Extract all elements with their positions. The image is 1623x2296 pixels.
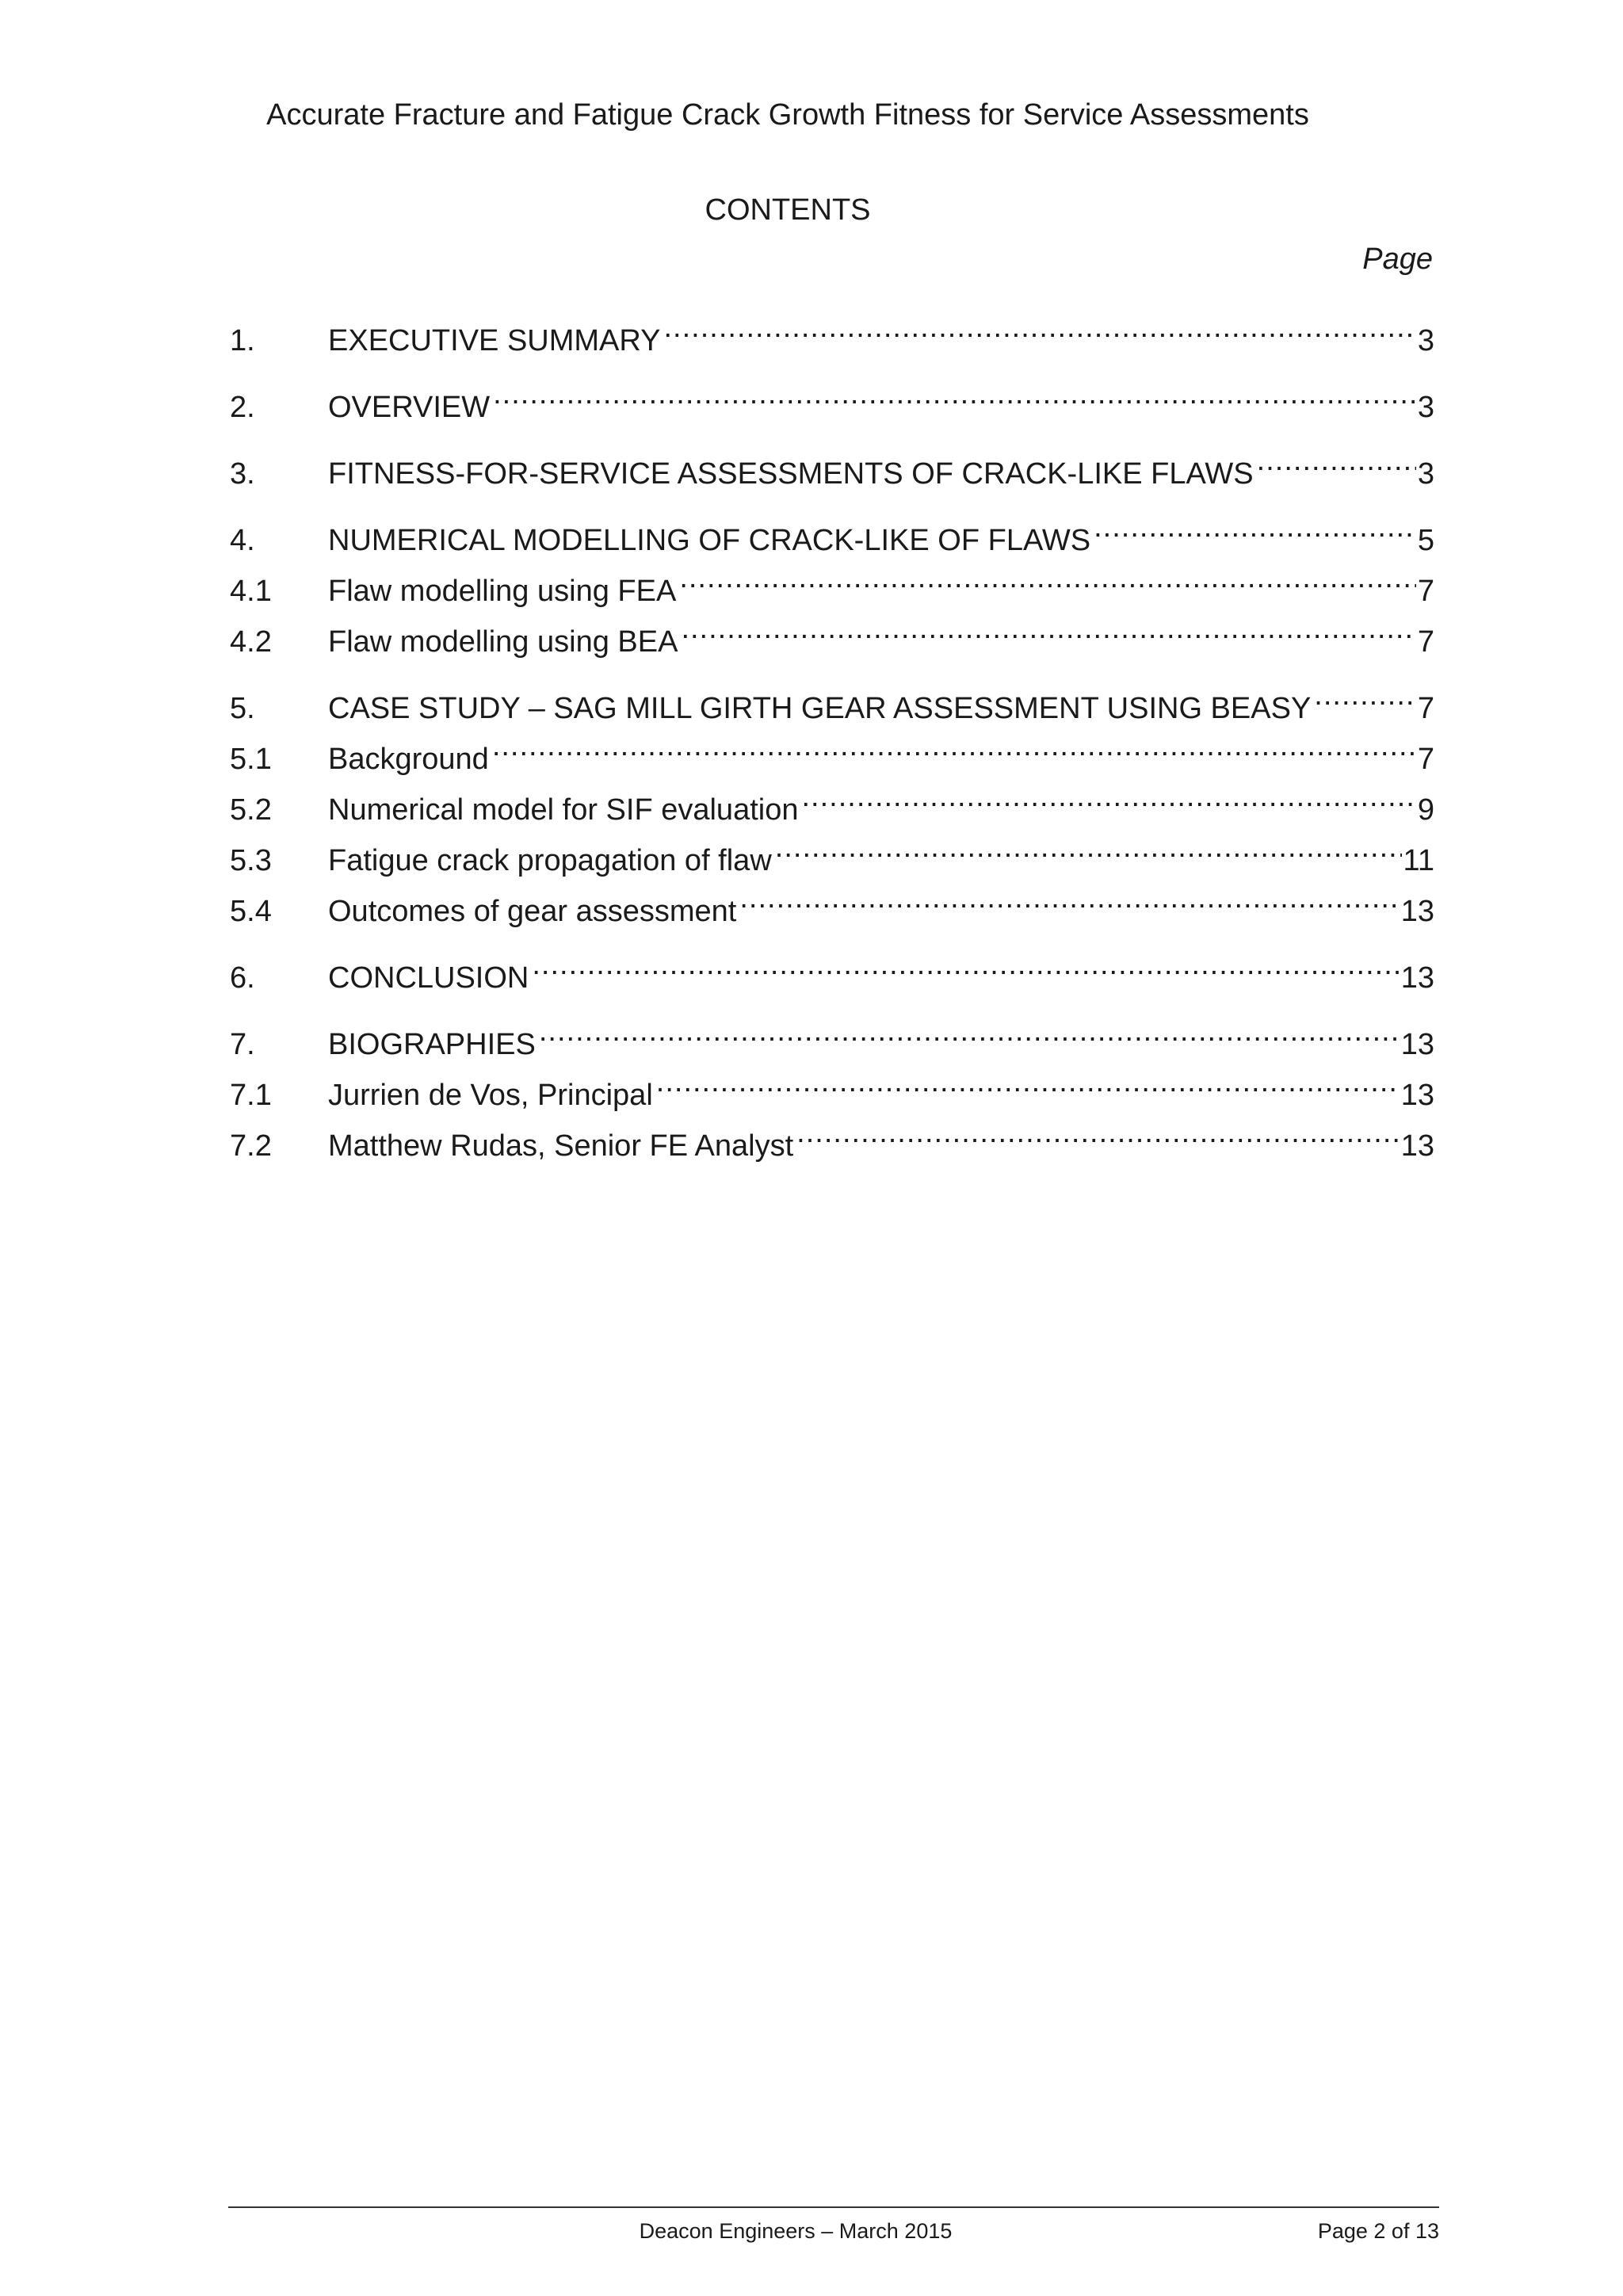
toc-dot-leader [656, 1067, 1400, 1105]
toc-entry-page: 5 [1417, 524, 1434, 557]
toc-entry-number: 5.2 [230, 793, 272, 827]
toc-entry-number: 2. [230, 391, 255, 424]
toc-dot-leader [775, 832, 1402, 870]
toc-entry-number: 5.3 [230, 844, 272, 877]
toc-entry-title[interactable]: EXECUTIVE SUMMARY [328, 324, 661, 357]
contents-heading: CONTENTS [705, 193, 871, 227]
toc-entry-number: 7.2 [230, 1129, 272, 1163]
toc-dot-leader [1257, 445, 1416, 483]
toc-entry-page: 13 [1400, 895, 1434, 928]
toc-entry-title[interactable]: FITNESS-FOR-SERVICE ASSESSMENTS OF CRACK-LIKE FLAWS [328, 457, 1254, 491]
toc-dot-leader [493, 379, 1416, 417]
toc-entry-7-1[interactable] [230, 1067, 1434, 1112]
toc-entry-page: 3 [1417, 324, 1434, 357]
toc-dot-leader [796, 1117, 1400, 1156]
toc-entry-number: 5.1 [230, 743, 272, 776]
toc-entry-title[interactable]: Jurrien de Vos, Principal [328, 1079, 653, 1112]
footer-divider [228, 2206, 1439, 2208]
toc-entry-page: 7 [1417, 743, 1434, 776]
toc-dot-leader [801, 781, 1415, 819]
toc-entry-4[interactable] [230, 512, 1434, 557]
toc-dot-leader [539, 1016, 1400, 1054]
footer-company-date: Deacon Engineers – March 2015 [639, 2219, 953, 2243]
document-header-title: Accurate Fracture and Fatigue Crack Growth Fitness for Service Assessments [266, 98, 1309, 132]
toc-entry-4-2[interactable] [230, 613, 1434, 659]
toc-entry-title[interactable]: BIOGRAPHIES [328, 1028, 536, 1061]
toc-entry-title[interactable]: Outcomes of gear assessment [328, 895, 737, 928]
toc-entry-5-3[interactable] [230, 832, 1434, 877]
toc-entry-page: 7 [1417, 692, 1434, 725]
toc-dot-leader [532, 949, 1399, 988]
toc-dot-leader [739, 883, 1399, 921]
toc-entry-title[interactable]: Numerical model for SIF evaluation [328, 793, 799, 827]
toc-entry-7[interactable] [230, 1016, 1434, 1061]
toc-entry-6[interactable] [230, 949, 1434, 995]
toc-entry-page: 7 [1417, 625, 1434, 659]
toc-entry-page: 7 [1417, 575, 1434, 608]
toc-dot-leader [663, 312, 1415, 350]
page-column-label: Page [1362, 243, 1433, 276]
toc-entry-number: 5. [230, 692, 255, 725]
toc-entry-number: 1. [230, 324, 255, 357]
toc-entry-3[interactable] [230, 445, 1434, 491]
toc-entry-number: 5.4 [230, 895, 272, 928]
toc-entry-5-1[interactable] [230, 731, 1434, 776]
toc-entry-page: 9 [1417, 793, 1434, 827]
toc-dot-leader [1314, 680, 1416, 718]
toc-entry-page: 13 [1400, 1129, 1434, 1163]
toc-entry-number: 4.2 [230, 625, 272, 659]
toc-entry-title[interactable]: CASE STUDY – SAG MILL GIRTH GEAR ASSESSMENT USING BEASY [328, 692, 1312, 725]
toc-entry-title[interactable]: Flaw modelling using FEA [328, 575, 677, 608]
toc-entry-page: 13 [1400, 1079, 1434, 1112]
toc-entry-page: 13 [1400, 961, 1434, 995]
toc-entry-7-2[interactable] [230, 1117, 1434, 1163]
toc-entry-number: 4. [230, 524, 255, 557]
toc-entry-number: 4.1 [230, 575, 272, 608]
toc-entry-number: 3. [230, 457, 255, 491]
toc-entry-title[interactable]: NUMERICAL MODELLING OF CRACK-LIKE OF FLAWS [328, 524, 1091, 557]
toc-entry-page: 13 [1400, 1028, 1434, 1061]
toc-entry-1[interactable] [230, 312, 1434, 357]
toc-entry-5[interactable] [230, 680, 1434, 725]
toc-entry-title[interactable]: CONCLUSION [328, 961, 529, 995]
toc-entry-5-4[interactable] [230, 883, 1434, 928]
toc-entry-title[interactable]: Background [328, 743, 489, 776]
toc-entry-title[interactable]: OVERVIEW [328, 391, 491, 424]
toc-dot-leader [679, 563, 1416, 601]
toc-entry-page: 3 [1417, 391, 1434, 424]
toc-entry-title[interactable]: Matthew Rudas, Senior FE Analyst [328, 1129, 794, 1163]
toc-entry-number: 7. [230, 1028, 255, 1061]
toc-entry-page: 11 [1403, 844, 1434, 877]
toc-entry-number: 7.1 [230, 1079, 272, 1112]
toc-dot-leader [681, 613, 1415, 651]
footer-page-indicator: Page 2 of 13 [1317, 2219, 1439, 2243]
toc-entry-4-1[interactable] [230, 563, 1434, 608]
toc-dot-leader [492, 731, 1416, 769]
toc-entry-5-2[interactable] [230, 781, 1434, 827]
toc-entry-title[interactable]: Fatigue crack propagation of flaw [328, 844, 772, 877]
toc-entry-title[interactable]: Flaw modelling using BEA [328, 625, 678, 659]
toc-entry-page: 3 [1417, 457, 1434, 491]
toc-entry-number: 6. [230, 961, 255, 995]
toc-entry-2[interactable] [230, 379, 1434, 424]
toc-dot-leader [1094, 512, 1416, 550]
